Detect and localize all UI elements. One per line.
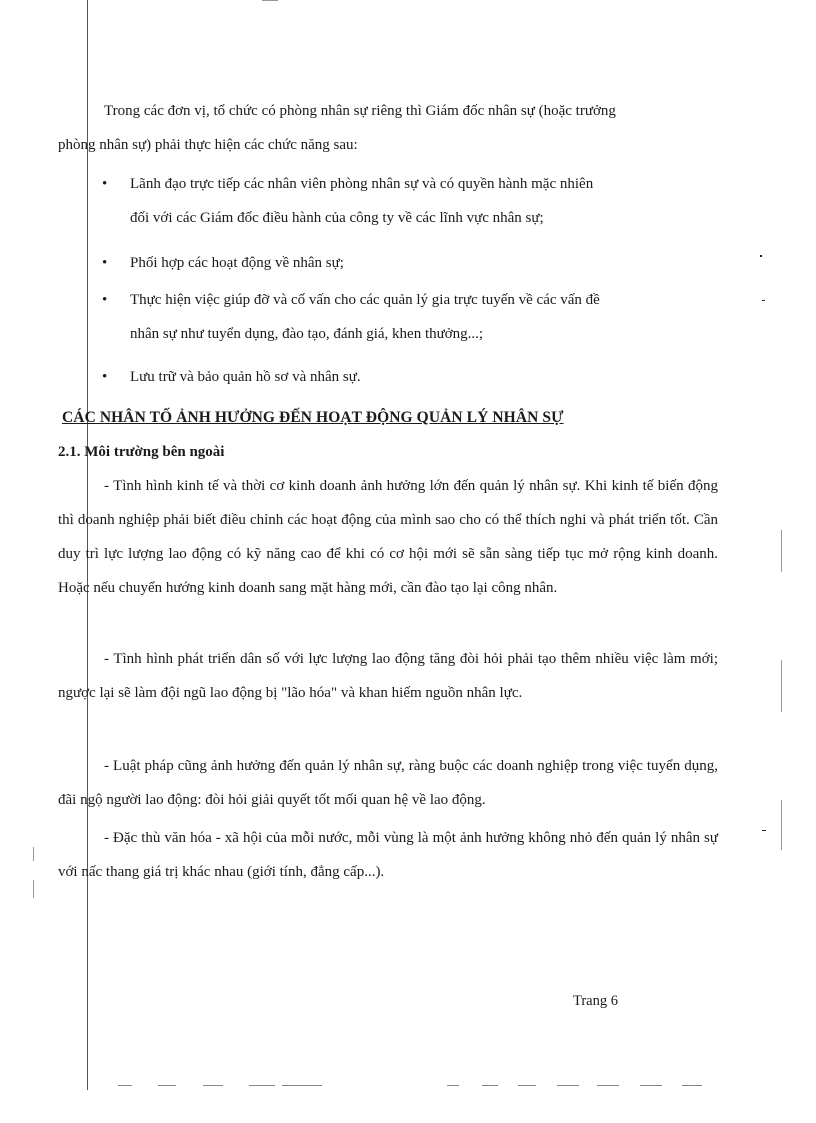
- subsection-heading: 2.1. Môi trường bên ngoài: [58, 444, 225, 460]
- scan-mark: [33, 847, 34, 861]
- intro-line-2: phòng nhân sự) phải thực hiện các chức năng sau:: [58, 137, 358, 153]
- scan-dash: [640, 1085, 662, 1086]
- paragraph-population: - Tình hình phát triển dân số với lực lượng lao động tăng đòi hỏi phải tạo thêm nhiều việc làm mới; ngược lại sẽ làm đội ngũ lao động bị "lão hóa" và khan hiếm nguồn nhân lực.: [58, 651, 718, 701]
- scan-mark: [762, 300, 765, 301]
- paragraph-law: - Luật pháp cũng ảnh hưởng đến quản lý nhân sự, ràng buộc các doanh nghiệp trong việc tuyển dụng, đãi ngộ người lao động: đòi hỏi giải quyết tốt mối quan hệ về lao động.: [58, 758, 718, 808]
- paragraph-culture: - Đặc thù văn hóa - xã hội của mỗi nước, mỗi vùng là một ảnh hưởng không nhỏ đến quản lý nhân sự với nấc thang giá trị khác nhau (giới tính, đẳng cấp...).: [58, 830, 718, 880]
- scan-dash: [118, 1085, 132, 1086]
- scan-dash: [557, 1085, 579, 1086]
- scan-dash: [158, 1085, 176, 1086]
- scan-mark: [762, 830, 766, 831]
- list-item-line: nhân sự như tuyển dụng, đào tạo, đánh giá, khen thưởng...;: [130, 326, 484, 342]
- scan-dash: [518, 1085, 536, 1086]
- bullet-dot: •: [102, 255, 108, 271]
- list-item-line: Thực hiện việc giúp đỡ và cố vấn cho các quản lý gia trực tuyến về các vấn đề: [130, 292, 600, 308]
- scan-mark: [262, 0, 278, 1]
- scan-dash: [249, 1085, 275, 1086]
- scan-dash: [282, 1085, 322, 1086]
- scan-mark: [781, 530, 782, 572]
- scan-mark: [760, 255, 762, 257]
- section-heading: CÁC NHÂN TỐ ẢNH HƯỞNG ĐẾN HOẠT ĐỘNG QUẢN LÝ NHÂN SỰ: [62, 409, 564, 426]
- page-number: Trang 6: [573, 993, 618, 1009]
- scan-mark: [781, 660, 782, 712]
- scan-dash: [597, 1085, 619, 1086]
- paragraph-economy: - Tình hình kinh tế và thời cơ kinh doanh ảnh hưởng lớn đến quản lý nhân sự. Khi kinh tế biến động thì doanh nghiệp phải biết điều chỉnh các hoạt động của mình sao cho có thể thích nghi và phát triển tốt. Cần duy trì lực lượng lao động có kỹ năng cao để khi có cơ hội mới sẽ sẵn sàng tiếp tục mở rộng kinh doanh. Hoặc nếu chuyển hướng kinh doanh sang mặt hàng mới, cần đào tạo lại công nhân.: [58, 478, 718, 596]
- list-item-line: đối với các Giám đốc điều hành của công ty về các lĩnh vực nhân sự;: [130, 210, 544, 226]
- list-item: [100, 290, 750, 344]
- list-item: [100, 174, 750, 228]
- intro-line-1: Trong các đơn vị, tổ chức có phòng nhân sự riêng thì Giám đốc nhân sự (hoặc trưởng: [104, 103, 616, 119]
- bullet-dot: •: [102, 176, 108, 192]
- list-item: [100, 367, 750, 387]
- scan-mark: [33, 880, 34, 898]
- list-item-line: Lưu trữ và bảo quản hồ sơ và nhân sự.: [130, 369, 361, 385]
- list-item: [100, 253, 750, 273]
- scan-mark: [781, 800, 782, 850]
- bullet-dot: •: [102, 369, 108, 385]
- scan-dash: [682, 1085, 702, 1086]
- list-item-line: Phối hợp các hoạt động về nhân sự;: [130, 255, 344, 271]
- scan-dash: [203, 1085, 223, 1086]
- scan-dash: [447, 1085, 459, 1086]
- list-item-line: Lãnh đạo trực tiếp các nhân viên phòng nhân sự và có quyền hành mặc nhiên: [130, 176, 594, 192]
- bullet-dot: •: [102, 292, 108, 308]
- scan-dash: [482, 1085, 498, 1086]
